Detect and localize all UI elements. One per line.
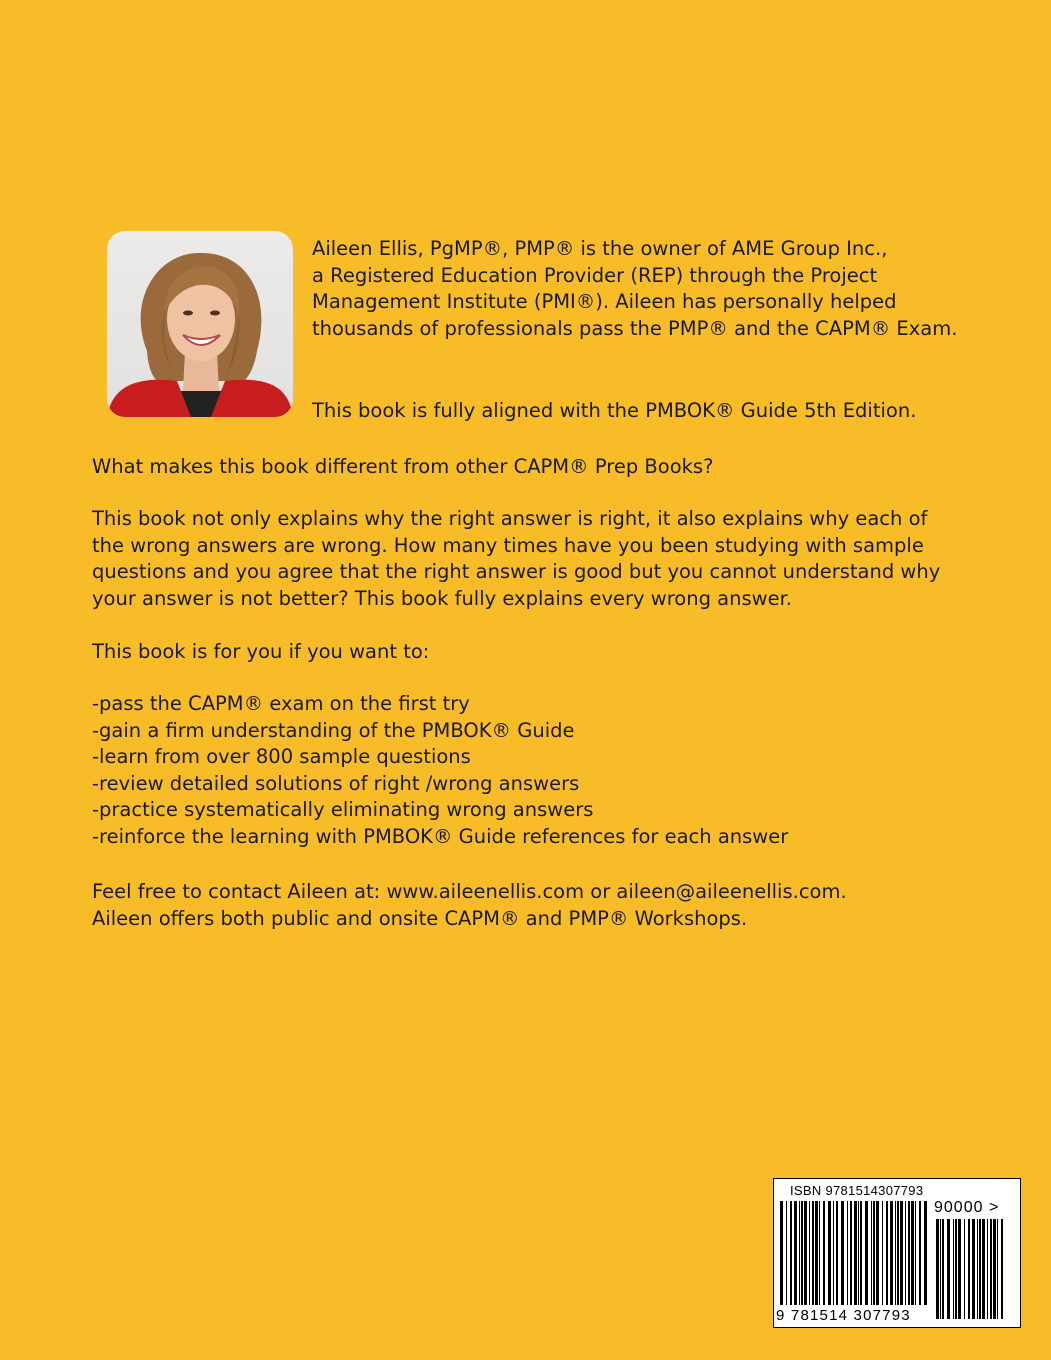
explanation-line: questions and you agree that the right answer is good but you cannot understand why: [92, 560, 941, 583]
benefit-list: [92, 691, 788, 850]
barcode-bars: [778, 1201, 930, 1305]
list-item: -review detailed solutions of right /wrong answers: [92, 771, 580, 795]
contact-line: Feel free to contact Aileen at: www.aileenellis.com or aileen@aileenellis.com.: [92, 880, 847, 903]
explanation-line: your answer is not better? This book fully explains every wrong answer.: [92, 586, 792, 610]
bio-line: Aileen Ellis, PgMP®, PMP® is the owner of AME Group Inc.,: [312, 237, 888, 260]
bio-line: thousands of professionals pass the PMP® and the CAPM® Exam.: [312, 316, 958, 340]
isbn-barcode: [773, 1178, 1021, 1328]
explanation-line: This book not only explains why the right answer is right, it also explains why each of: [92, 507, 928, 530]
price-code: 90000 >: [934, 1199, 1000, 1216]
question-heading: What makes this book different from other CAPM® Prep Books?: [92, 455, 714, 478]
isbn-label: ISBN 9781514307793: [790, 1183, 924, 1198]
list-item: -pass the CAPM® exam on the first try: [92, 692, 470, 715]
price-barcode-bars: [934, 1219, 1004, 1319]
explanation-paragraph: [92, 506, 1032, 612]
barcode-digits: 9 781514 307793: [776, 1307, 911, 1324]
author-photo: [107, 231, 293, 417]
explanation-line: the wrong answers are wrong. How many times have you been studying with sample: [92, 533, 924, 557]
aligned-statement: This book is fully aligned with the PMBOK® Guide 5th Edition.: [312, 399, 917, 422]
list-item: -gain a firm understanding of the PMBOK® Guide: [92, 718, 575, 742]
list-item: -reinforce the learning with PMBOK® Guide references for each answer: [92, 824, 789, 848]
contact-line: Aileen offers both public and onsite CAPM® and PMP® Workshops.: [92, 906, 748, 930]
list-item: -practice systematically eliminating wrong answers: [92, 798, 594, 821]
author-bio: [312, 236, 1012, 342]
bio-line: Management Institute (PMI®). Aileen has personally helped: [312, 290, 897, 313]
contact-paragraph: [92, 879, 1032, 932]
for-you-heading: This book is for you if you want to:: [92, 640, 430, 663]
list-item: -learn from over 800 sample questions: [92, 745, 471, 768]
bio-line: a Registered Education Provider (REP) through the Project: [312, 263, 878, 287]
